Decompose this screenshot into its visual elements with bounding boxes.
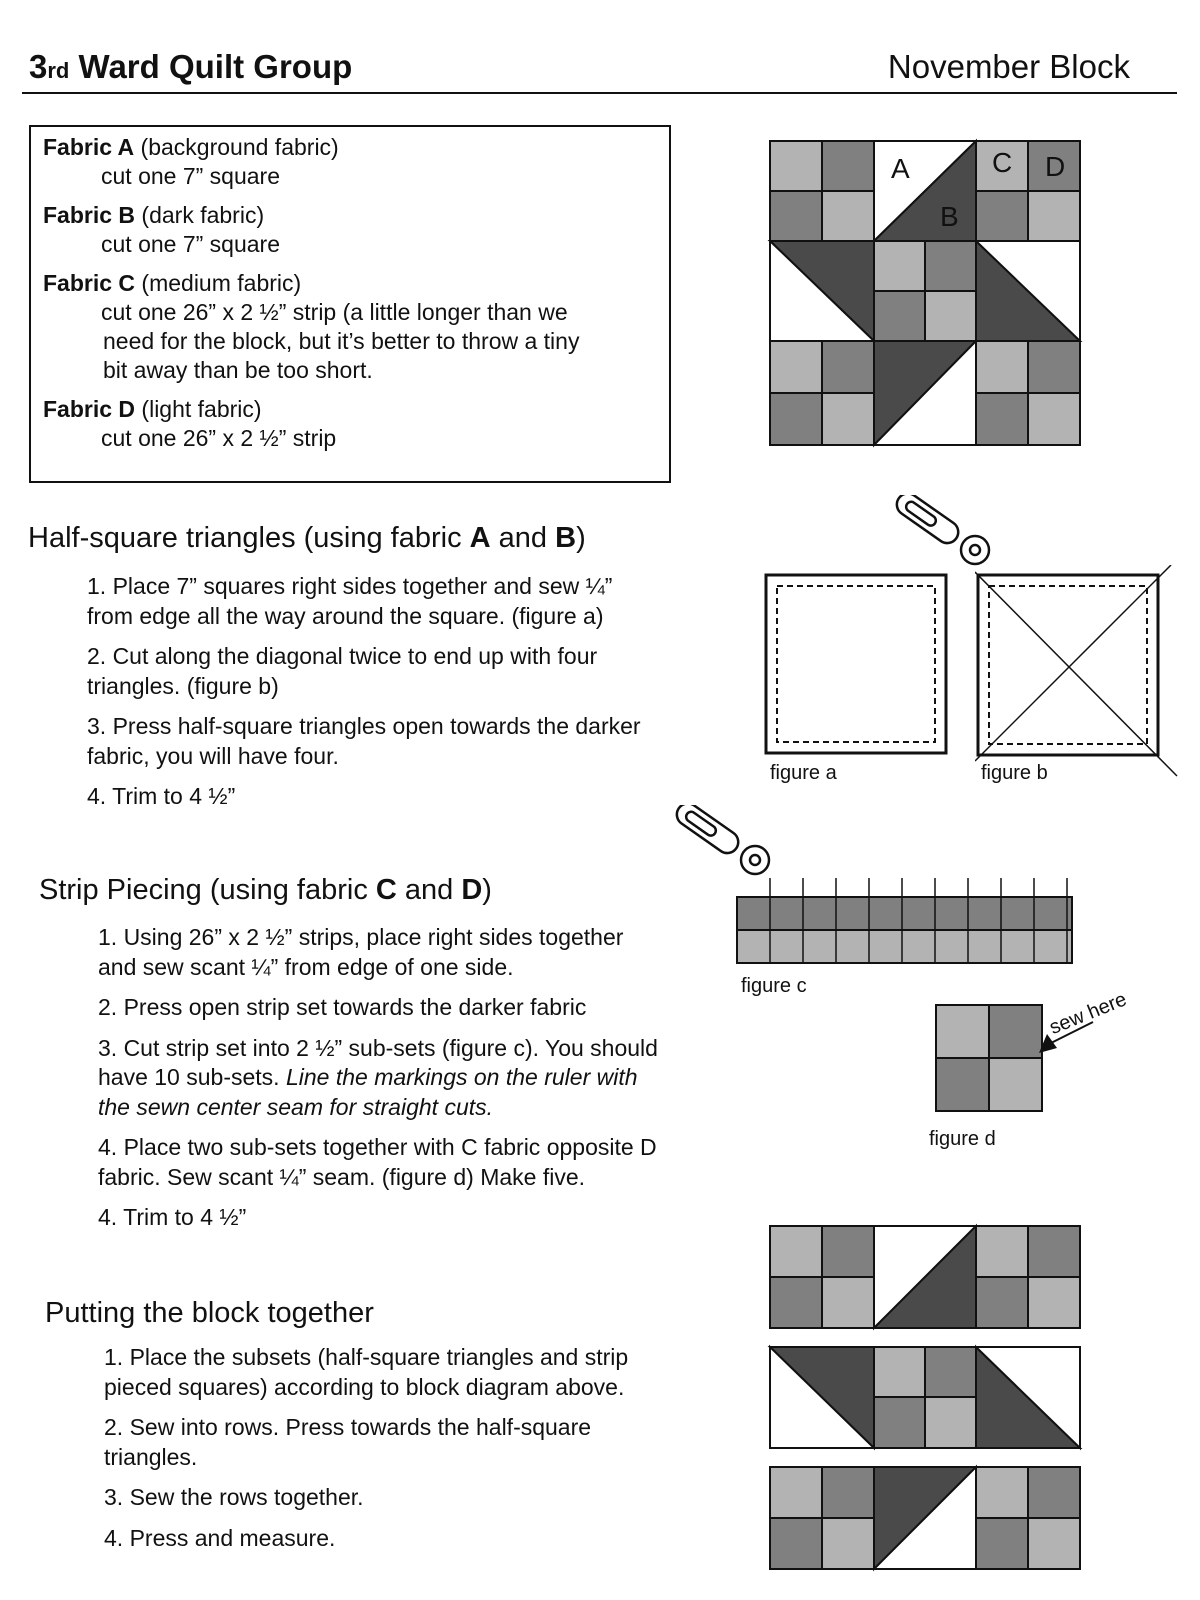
hst-title-and: and	[490, 522, 556, 554]
strip-step-1	[98, 923, 738, 982]
strip-step-4-line-1: 4. Place two sub-sets together with C fabric opposite D	[98, 1134, 657, 1160]
patch-light	[976, 1226, 1028, 1277]
assembly-step-1	[104, 1343, 744, 1402]
hst-step-4	[87, 782, 727, 812]
patch-light	[822, 1518, 874, 1569]
label-c: C	[992, 147, 1013, 178]
fabric-a	[43, 133, 657, 191]
strip-title-d: D	[461, 874, 483, 906]
hst-step-3-line-1: 3. Press half-square triangles open towards the darker	[87, 713, 641, 739]
patch-light	[770, 1226, 822, 1277]
label-a: A	[891, 153, 910, 184]
fabric-c-cut-3: bit away than be too short.	[103, 357, 373, 383]
rotary-cutter-icon	[890, 495, 1000, 575]
hst-step-4-line-1: 4. Trim to 4 ½”	[87, 783, 236, 809]
strip-section-title	[39, 874, 492, 907]
patch-light	[770, 1467, 822, 1518]
hst-step-2	[87, 642, 727, 701]
header-rule	[22, 92, 1177, 94]
label-b: B	[940, 201, 959, 232]
group-title	[29, 48, 352, 86]
figure-a-diagram	[764, 573, 948, 755]
strip-steps	[98, 923, 738, 1244]
hst-step-1	[87, 572, 727, 631]
fabric-b-name: Fabric B	[43, 202, 136, 228]
strip-step-3	[98, 1034, 738, 1123]
strip-title-text: Strip Piecing (using fabric	[39, 874, 376, 906]
block-diagram	[765, 136, 1085, 456]
patch-medium	[822, 1226, 874, 1277]
figure-b-caption: figure b	[981, 762, 1048, 784]
hst-title-text: Half-square triangles (using fabric	[28, 522, 470, 554]
fabric-d-cut: cut one 26” x 2 ½” strip	[101, 425, 337, 451]
strip-step-3-line-1: 3. Cut strip set into 2 ½” sub-sets (figure c). You should	[98, 1034, 658, 1061]
patch-light	[1028, 393, 1080, 445]
patch-light	[1028, 1277, 1080, 1328]
strip-title-and: and	[396, 874, 462, 906]
strip-step-5	[98, 1203, 738, 1233]
patch-medium	[976, 1277, 1028, 1328]
patch-medium	[1028, 1467, 1080, 1518]
assembly-step-4	[104, 1524, 744, 1554]
row-3	[770, 1467, 1080, 1569]
assembly-section-title: Putting the block together	[45, 1297, 374, 1329]
patch-light	[874, 1347, 925, 1397]
patch-light	[976, 1467, 1028, 1518]
hst-step-1-line-2: from edge all the way around the square. (figure a)	[87, 602, 604, 629]
patch-medium	[925, 241, 976, 291]
hst-step-2-line-2: triangles. (figure b)	[87, 672, 279, 699]
fabric-b-desc: (dark fabric)	[135, 202, 265, 228]
group-name: Ward Quilt Group	[69, 48, 353, 85]
patch-light	[1028, 191, 1080, 241]
figure-c-caption: figure c	[741, 975, 807, 997]
assembly-step-2	[104, 1413, 744, 1472]
patch-light	[770, 141, 822, 191]
strip-step-3-italic-1: Line the markings on the ruler with	[285, 1064, 638, 1090]
fabric-c-desc: (medium fabric)	[135, 270, 302, 296]
patch-medium	[976, 191, 1028, 241]
group-suffix: rd	[47, 58, 70, 83]
fabric-c-cut: cut one 26” x 2 ½” strip (a little longer than we	[101, 299, 568, 325]
hst-section-title	[28, 522, 586, 555]
patch-medium	[770, 1518, 822, 1569]
patch-light	[936, 1005, 989, 1058]
patch-medium	[770, 191, 822, 241]
patch-light	[989, 1058, 1042, 1111]
fabric-d-desc: (light fabric)	[135, 396, 262, 422]
patch-light	[925, 1397, 976, 1448]
hst-step-3	[87, 712, 727, 771]
assembly-step-3	[104, 1483, 744, 1513]
hst-step-3-line-2: fabric, you will have four.	[87, 742, 339, 769]
fabric-a-desc: (background fabric)	[134, 134, 339, 160]
figure-a-caption: figure a	[770, 762, 837, 784]
assembly-step-1-line-2: pieced squares) according to block diagram above.	[104, 1373, 625, 1400]
patch-medium	[770, 393, 822, 445]
sew-here-label: sew here	[1046, 988, 1130, 1040]
hst-steps	[87, 572, 727, 823]
fabric-square	[766, 575, 946, 753]
patch-light	[822, 1277, 874, 1328]
strip-step-1-line-2: and sew scant ¼” from edge of one side.	[98, 953, 514, 980]
patch-medium	[874, 1397, 925, 1448]
assembly-step-1-line-1: 1. Place the subsets (half-square triangles and strip	[104, 1344, 629, 1370]
patch-medium	[770, 1277, 822, 1328]
patch-medium	[976, 1518, 1028, 1569]
fabric-a-name: Fabric A	[43, 134, 135, 160]
assembly-step-3-line-1: 3. Sew the rows together.	[104, 1484, 364, 1510]
patch-medium	[925, 1347, 976, 1397]
figure-d-diagram	[934, 1003, 1044, 1113]
hst-title-a: A	[469, 522, 491, 554]
hst-step-2-line-1: 2. Cut along the diagonal twice to end up with four	[87, 643, 598, 669]
fabric-c-cut-2: need for the block, but it’s better to throw a tiny	[103, 328, 580, 354]
fabric-d-name: Fabric D	[43, 396, 136, 422]
patch-light	[822, 393, 874, 445]
assembly-step-2-line-1: 2. Sew into rows. Press towards the half-square	[104, 1414, 592, 1440]
fabric-d	[43, 395, 657, 453]
figure-c-diagram	[735, 875, 1080, 965]
patch-medium	[822, 141, 874, 191]
strip-c	[737, 897, 1072, 930]
patch-light	[770, 341, 822, 393]
fabric-b	[43, 201, 657, 259]
figure-b-diagram	[975, 565, 1180, 780]
strip-title-c: C	[375, 874, 397, 906]
strip-d	[737, 930, 1072, 963]
row-2	[770, 1347, 1080, 1448]
group-prefix: 3	[29, 48, 48, 85]
assembly-step-2-line-2: triangles.	[104, 1443, 198, 1470]
assembly-steps	[104, 1343, 744, 1564]
patch-light	[976, 341, 1028, 393]
patch-medium	[936, 1058, 989, 1111]
assembly-step-4-line-1: 4. Press and measure.	[104, 1524, 336, 1551]
fabric-list	[29, 125, 671, 483]
cutter-hub	[970, 545, 980, 555]
patch-light	[1028, 1518, 1080, 1569]
strip-step-4-line-2: fabric. Sew scant ¼” seam. (figure d) Make five.	[98, 1163, 586, 1190]
fabric-c-name: Fabric C	[43, 270, 136, 296]
strip-step-2	[98, 993, 738, 1023]
patch-medium	[976, 393, 1028, 445]
label-d: D	[1045, 151, 1066, 182]
strip-step-1-line-1: 1. Using 26” x 2 ½” strips, place right sides together	[98, 924, 624, 950]
fabric-c	[43, 269, 657, 385]
strip-step-2-line-1: 2. Press open strip set towards the darker fabric	[98, 994, 587, 1020]
fabric-a-cut: cut one 7” square	[101, 163, 281, 189]
patch-medium	[1028, 341, 1080, 393]
patch-medium	[822, 1467, 874, 1518]
patch-light	[822, 191, 874, 241]
cutter-hub	[750, 855, 760, 865]
patch-light	[925, 291, 976, 341]
patch-medium	[822, 341, 874, 393]
strip-step-3-line-2: have 10 sub-sets.	[98, 1064, 286, 1090]
fabric-b-cut: cut one 7” square	[101, 231, 281, 257]
hst-title-b: B	[555, 522, 577, 554]
assembly-rows-diagram	[765, 1221, 1085, 1597]
strip-title-close: )	[482, 874, 492, 906]
row-1	[770, 1226, 1080, 1328]
strip-step-3-italic-2: the sewn center seam for straight cuts.	[98, 1093, 494, 1120]
patch-light	[874, 241, 925, 291]
block-title: November Block	[887, 48, 1130, 85]
strip-step-5-line-1: 4. Trim to 4 ½”	[98, 1204, 247, 1230]
figure-d-caption: figure d	[929, 1128, 996, 1150]
patch-medium	[1028, 1226, 1080, 1277]
rotary-cutter-icon	[670, 805, 780, 885]
strip-step-4	[98, 1133, 738, 1192]
hst-title-close: )	[576, 522, 586, 554]
hst-step-1-line-1: 1. Place 7” squares right sides together and sew ¼”	[87, 573, 613, 599]
patch-medium	[874, 291, 925, 341]
